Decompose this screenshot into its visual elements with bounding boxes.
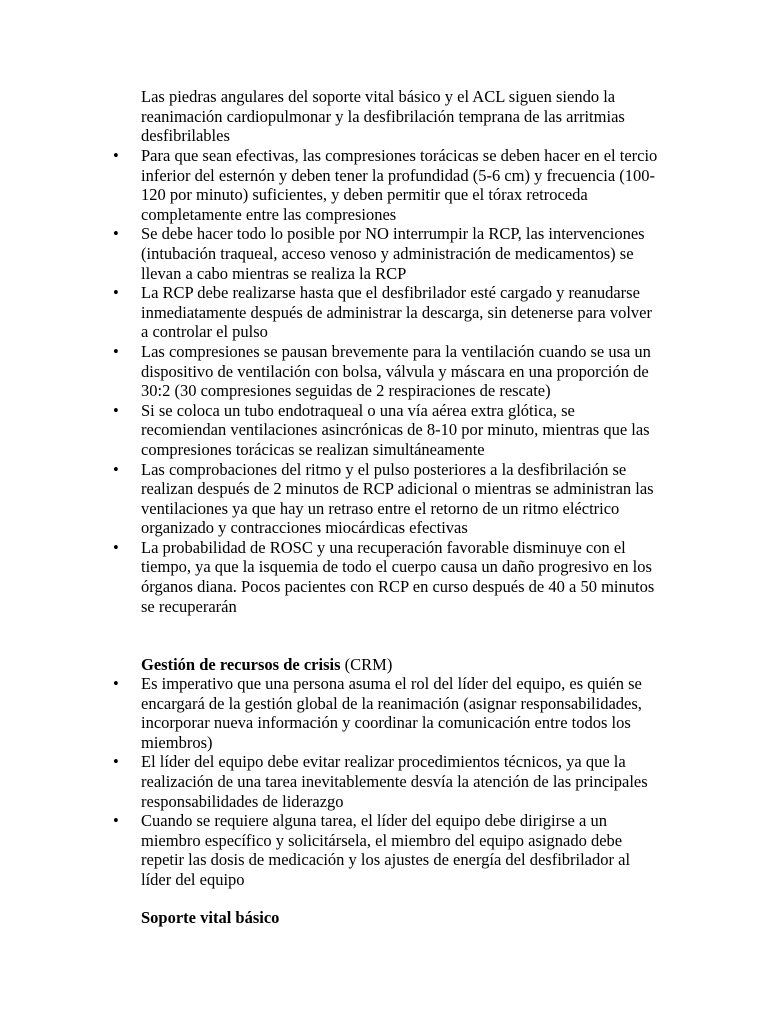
list-item xyxy=(0,538,661,616)
bullet-icon: • xyxy=(113,400,119,420)
list-item-text: Cuando se requiere alguna tarea, el líder del equipo debe dirigirse a un miembro específico y solicitársela, el miembro del equipo asignado debe repetir las dosis de medicación y los ajustes de energía del desfibrilador al líder del equipo xyxy=(141,811,631,889)
list-item-text: Las compresiones se pausan brevemente para la ventilación cuando se usa un dispositivo de ventilación con bolsa, válvula y máscara en una proporción de 30:2 (30 compresiones seguidas de 2 respiraciones de rescate) xyxy=(141,341,651,401)
bullet-icon: • xyxy=(113,341,119,361)
crm-heading-bold: Gestión de recursos de crisis xyxy=(141,655,341,674)
list-item xyxy=(0,342,661,401)
list-item-text: Es imperativo que una persona asuma el rol del líder del equipo, es quién se encargará de la gestión global de la reanimación (asignar responsabilidades, incorporar nueva información y coordinar la comunicación entre todos los miembros) xyxy=(141,674,642,752)
list-item xyxy=(0,674,661,752)
bullet-icon: • xyxy=(113,752,119,772)
bullet-icon: • xyxy=(113,674,119,693)
bullet-icon: • xyxy=(113,811,119,831)
list-item xyxy=(0,811,661,889)
bls-heading: Soporte vital básico xyxy=(141,908,280,927)
bullet-icon: • xyxy=(113,283,119,303)
bullet-icon: • xyxy=(113,224,119,244)
list-item xyxy=(0,401,661,460)
list-item-text: Las comprobaciones del ritmo y el pulso posteriores a la desfibrilación se realizan después de 2 minutos de RCP adicional o mientras se administran las ventilaciones ya que hay un retraso entre el retorno de un ritmo eléctrico organizado y contracciones miocárdicas efectivas xyxy=(141,459,654,538)
crm-heading xyxy=(141,655,392,675)
list-item-text: La RCP debe realizarse hasta que el desfibrilador esté cargado y reanudarse inmediatamente después de administrar la descarga, sin detenerse para volver a controlar el pulso xyxy=(141,283,652,342)
intro-paragraph: Las piedras angulares del soporte vital básico y el ACL siguen siendo la reanimación cardiopulmonar y la desfibrilación temprana de las arritmias desfibrilables xyxy=(141,87,625,146)
list-item-text: El líder del equipo debe evitar realizar procedimientos técnicos, ya que la realización de una tarea inevitablemente desvía la atención de las principales responsabilidades de liderazgo xyxy=(141,752,648,811)
cpr-bullet-list xyxy=(0,146,768,616)
crm-heading-suffix: (CRM) xyxy=(340,655,393,674)
list-item xyxy=(0,752,661,811)
list-item xyxy=(0,283,661,342)
list-item-text: Para que sean efectivas, las compresiones torácicas se deben hacer en el tercio inferior del esternón y deben tener la profundidad (5-6 cm) y frecuencia (100-120 por minuto) suficientes, y deben permitir que el tórax retroceda completamente entre las compresiones xyxy=(141,146,658,224)
list-item xyxy=(0,224,661,283)
list-item-text: Se debe hacer todo lo posible por NO interrumpir la RCP, las intervenciones (intubación traqueal, acceso venoso y administración de medicamentos) se llevan a cabo mientras se realiza la RCP xyxy=(141,224,645,283)
bullet-icon: • xyxy=(113,537,119,557)
bullet-icon: • xyxy=(113,459,119,479)
list-item xyxy=(0,460,661,538)
crm-bullet-list xyxy=(0,674,768,890)
bullet-icon: • xyxy=(113,146,119,165)
list-item-text: Si se coloca un tubo endotraqueal o una vía aérea extra glótica, se recomiendan ventilaciones asincrónicas de 8-10 por minuto, mientras que las compresiones torácicas se realizan simultáneamente xyxy=(141,400,650,459)
list-item xyxy=(0,146,661,224)
list-item-text: La probabilidad de ROSC y una recuperación favorable disminuye con el tiempo, ya que la isquemia de todo el cuerpo causa un daño progresivo en los órganos diana. Pocos pacientes con RCP en curso después de 40 a 50 minutos se recuperarán xyxy=(141,537,655,616)
